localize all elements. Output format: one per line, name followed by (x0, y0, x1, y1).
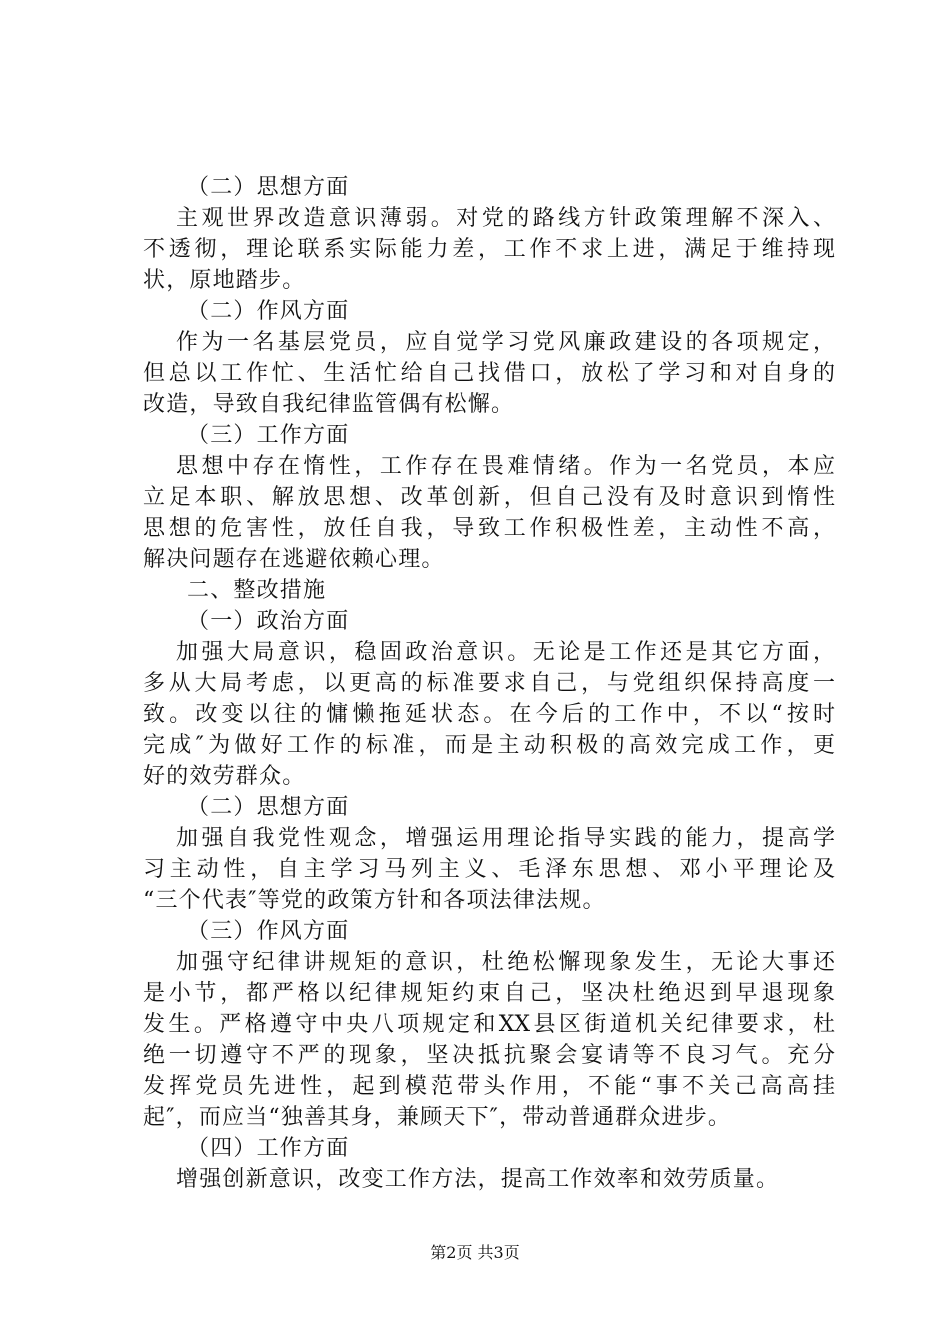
subsection-heading: （四）工作方面 (187, 1136, 350, 1161)
paragraph-line: 多从大局考虑，以更高的标准要求自己，与党组织保持高度一 (143, 671, 835, 696)
paragraph-line: 发挥党员先进性，起到模范带头作用，不能“事不关己高高挂 (143, 1074, 835, 1099)
paragraph-line: 发生。严格遵守中央八项规定和XX县区街道机关纪律要求，杜 (143, 1012, 835, 1037)
paragraph-line: 致。改变以往的慵懒拖延状态。在今后的工作中，不以“按时 (143, 702, 835, 727)
paragraph-line: 起″，而应当“独善其身，兼顾天下″，带动普通群众进步。 (143, 1105, 732, 1130)
paragraph-line: 增强创新意识，改变工作方法，提高工作效率和效劳质量。 (176, 1167, 780, 1192)
paragraph-line: 但总以工作忙、生活忙给自己找借口，放松了学习和对自身的 (143, 361, 835, 386)
subsection-heading: （三）作风方面 (187, 919, 350, 944)
subsection-heading: （三）工作方面 (187, 423, 350, 448)
subsection-heading: （二）作风方面 (187, 299, 350, 324)
paragraph-line: 完成″为做好工作的标准，而是主动积极的高效完成工作，更 (143, 733, 835, 758)
paragraph-line: 好的效劳群众。 (143, 764, 306, 789)
paragraph-line: 加强大局意识，稳固政治意识。无论是工作还是其它方面， (176, 640, 835, 665)
paragraph-line: 不透彻，理论联系实际能力差，工作不求上进，满足于维持现 (143, 237, 835, 262)
paragraph-line: 思想的危害性，放任自我，导致工作积极性差，主动性不高， (143, 516, 835, 541)
paragraph-line: 立足本职、解放思想、改革创新，但自己没有及时意识到惰性 (143, 485, 835, 510)
paragraph-line: 改造，导致自我纪律监管偶有松懈。 (143, 392, 515, 417)
section-heading: 二、整改措施 (187, 578, 327, 603)
page-footer: 第2页 共3页 (430, 1243, 520, 1262)
paragraph-line: 解决问题存在逃避依赖心理。 (143, 547, 445, 572)
subsection-heading: （二）思想方面 (187, 175, 350, 200)
paragraph-line: 作为一名基层党员，应自觉学习党风廉政建设的各项规定， (176, 330, 835, 355)
document-body (143, 172, 835, 1195)
paragraph-line: 是小节，都严格以纪律规矩约束自己，坚决杜绝迟到早退现象 (143, 981, 835, 1006)
paragraph-line: 绝一切遵守不严的现象，坚决抵抗聚会宴请等不良习气。充分 (143, 1043, 835, 1068)
paragraph-line: 思想中存在惰性，工作存在畏难情绪。作为一名党员，本应 (176, 454, 835, 479)
paragraph-line: 状，原地踏步。 (143, 268, 306, 293)
subsection-heading: （二）思想方面 (187, 795, 350, 820)
subsection-heading: （一）政治方面 (187, 609, 350, 634)
paragraph-line: 主观世界改造意识薄弱。对党的路线方针政策理解不深入、 (176, 206, 835, 231)
paragraph-line: 加强自我党性观念，增强运用理论指导实践的能力，提高学 (176, 826, 835, 851)
paragraph-line: 加强守纪律讲规矩的意识，杜绝松懈现象发生，无论大事还 (176, 950, 835, 975)
paragraph-line: 习主动性，自主学习马列主义、毛泽东思想、邓小平理论及 (143, 857, 835, 882)
paragraph-line: “三个代表″等党的政策方针和各项法律法规。 (143, 888, 606, 913)
